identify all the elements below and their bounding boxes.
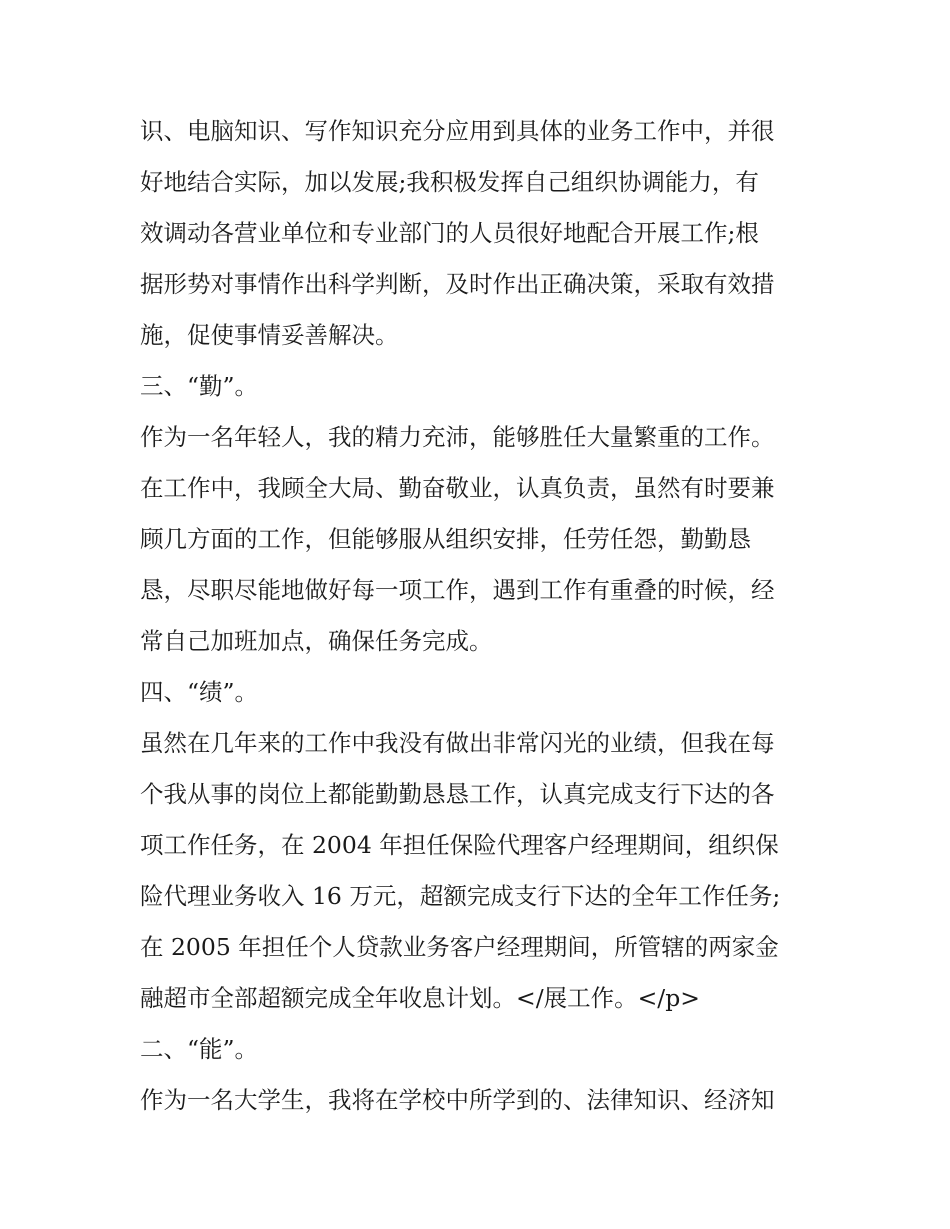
section-heading: 二、“能”。 (140, 1035, 259, 1063)
text-line: 据形势对事情作出科学判断，及时作出正确决策，采取有效措 (140, 270, 775, 298)
text-line: 在工作中，我顾全大局、勤奋敬业，认真负责，虽然有时要兼 (140, 474, 775, 502)
text-line: 个我从事的岗位上都能勤勤恳恳工作，认真完成支行下达的各 (140, 780, 775, 808)
text-line: 好地结合实际，加以发展;我积极发挥自己组织协调能力，有 (140, 168, 759, 196)
text-line: 在 2005 年担任个人贷款业务客户经理期间，所管辖的两家金 (140, 933, 779, 961)
text-line: 效调动各营业单位和专业部门的人员很好地配合开展工作;根 (140, 219, 759, 247)
text-line: 虽然在几年来的工作中我没有做出非常闪光的业绩，但我在每 (140, 729, 775, 757)
document-body (140, 106, 820, 1126)
text-line: 常自己加班加点，确保任务完成。 (140, 627, 493, 655)
text-line: 识、电脑知识、写作知识充分应用到具体的业务工作中，并很 (140, 117, 775, 145)
text-line: 顾几方面的工作，但能够服从组织安排，任劳任怨，勤勤恳 (140, 525, 751, 553)
text-line: 恳，尽职尽能地做好每一项工作，遇到工作有重叠的时候，经 (140, 576, 775, 604)
text-line: 施，促使事情妥善解决。 (140, 321, 399, 349)
section-heading: 三、“勤”。 (140, 372, 259, 400)
text-line: 作为一名大学生，我将在学校中所学到的、法律知识、经济知 (140, 1086, 775, 1114)
text-line: 项工作任务，在 2004 年担任保险代理客户经理期间，组织保 (140, 831, 779, 859)
text-line: 险代理业务收入 16 万元，超额完成支行下达的全年工作任务; (140, 882, 781, 910)
section-heading: 四、“绩”。 (140, 678, 259, 706)
text-line: 作为一名年轻人，我的精力充沛，能够胜任大量繁重的工作。 (140, 423, 775, 451)
text-line: 融超市全部超额完成全年收息计划。</展工作。</p> (140, 984, 700, 1012)
